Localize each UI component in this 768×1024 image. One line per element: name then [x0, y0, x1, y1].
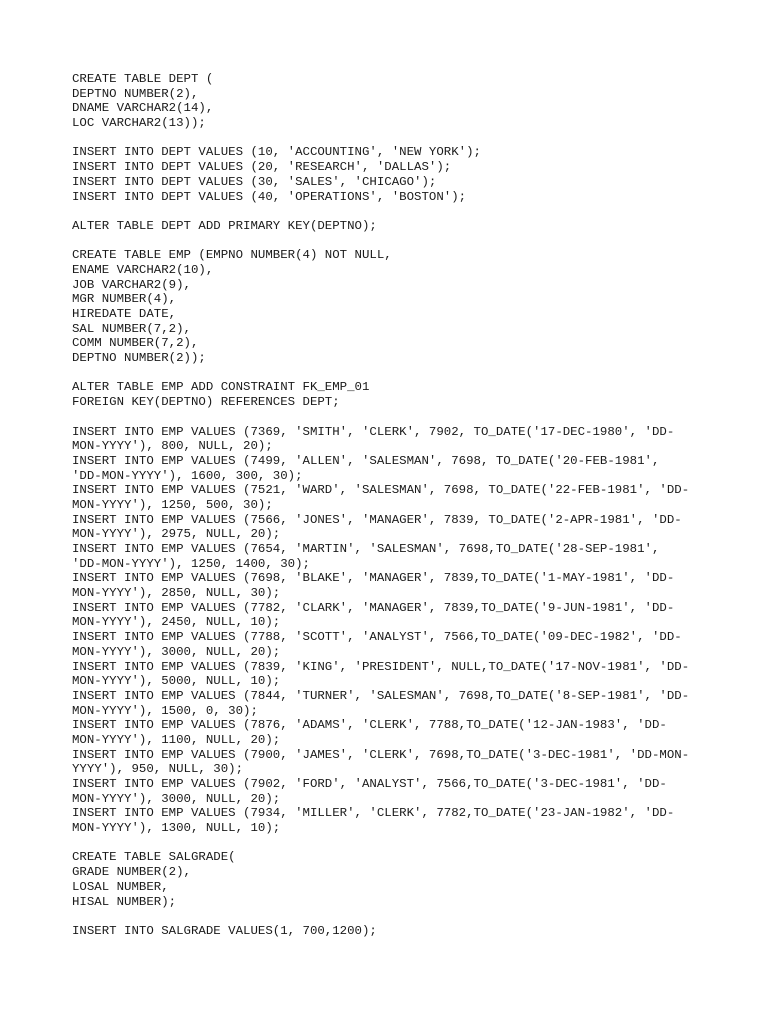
- code-line: INSERT INTO EMP VALUES (7934, 'MILLER', 'CLERK', 7782,TO_DATE('23-JAN-1982', 'DD-: [72, 806, 675, 821]
- code-line: JOB VARCHAR2(9),: [72, 277, 191, 292]
- code-line: INSERT INTO EMP VALUES (7876, 'ADAMS', 'CLERK', 7788,TO_DATE('12-JAN-1983', 'DD-: [72, 718, 667, 733]
- code-line: CREATE TABLE EMP (EMPNO NUMBER(4) NOT NULL,: [72, 248, 392, 263]
- code-line: INSERT INTO EMP VALUES (7521, 'WARD', 'SALESMAN', 7698, TO_DATE('22-FEB-1981', 'DD-: [72, 483, 690, 498]
- blank-line: [72, 410, 752, 425]
- code-line: ENAME VARCHAR2(10),: [72, 262, 214, 277]
- code-line: MON-YYYY'), 2850, NULL, 30);: [72, 586, 281, 601]
- code-line: DEPTNO NUMBER(2));: [72, 351, 206, 366]
- code-line: FOREIGN KEY(DEPTNO) REFERENCES DEPT;: [72, 395, 340, 410]
- code-line: LOSAL NUMBER,: [72, 879, 169, 894]
- code-line: MON-YYYY'), 2975, NULL, 20);: [72, 527, 281, 542]
- code-line: MON-YYYY'), 1300, NULL, 10);: [72, 821, 281, 836]
- blank-line: [72, 836, 752, 851]
- code-line: INSERT INTO EMP VALUES (7844, 'TURNER', 'SALESMAN', 7698,TO_DATE('8-SEP-1981', 'DD-: [72, 688, 690, 703]
- code-line: YYYY'), 950, NULL, 30);: [72, 762, 244, 777]
- blank-line: [72, 909, 752, 924]
- code-line: DNAME VARCHAR2(14),: [72, 101, 214, 116]
- blank-line: [72, 131, 752, 146]
- code-line: HIREDATE DATE,: [72, 307, 177, 321]
- code-line: INSERT INTO EMP VALUES (7499, 'ALLEN', 'SALESMAN', 7698, TO_DATE('20-FEB-1981',: [72, 453, 660, 468]
- code-line: MON-YYYY'), 1500, 0, 30);: [72, 703, 258, 718]
- code-line: INSERT INTO EMP VALUES (7902, 'FORD', 'ANALYST', 7566,TO_DATE('3-DEC-1981', 'DD-: [72, 777, 667, 791]
- code-line: MON-YYYY'), 800, NULL, 20);: [72, 439, 273, 454]
- code-line: COMM NUMBER(7,2),: [72, 336, 199, 351]
- code-line: INSERT INTO EMP VALUES (7900, 'JAMES', 'CLERK', 7698,TO_DATE('3-DEC-1981', 'DD-MON-: [72, 747, 690, 762]
- code-line: DEPTNO NUMBER(2),: [72, 86, 199, 101]
- blank-line: [72, 234, 752, 249]
- code-line: SAL NUMBER(7,2),: [72, 321, 191, 336]
- code-line: MON-YYYY'), 3000, NULL, 20);: [72, 791, 281, 806]
- code-line: HISAL NUMBER);: [72, 894, 177, 909]
- code-line: INSERT INTO EMP VALUES (7788, 'SCOTT', 'ANALYST', 7566,TO_DATE('09-DEC-1982', 'DD-: [72, 630, 682, 645]
- code-line: MON-YYYY'), 1250, 500, 30);: [72, 497, 273, 512]
- code-line: MON-YYYY'), 2450, NULL, 10);: [72, 615, 281, 630]
- code-line: LOC VARCHAR2(13));: [72, 116, 206, 131]
- blank-line: [72, 366, 752, 381]
- code-line: INSERT INTO EMP VALUES (7654, 'MARTIN', 'SALESMAN', 7698,TO_DATE('28-SEP-1981',: [72, 542, 660, 556]
- code-line: INSERT INTO DEPT VALUES (30, 'SALES', 'CHICAGO');: [72, 174, 437, 189]
- code-line: INSERT INTO SALGRADE VALUES(1, 700,1200);: [72, 923, 377, 938]
- blank-line: [72, 204, 752, 219]
- code-line: INSERT INTO DEPT VALUES (40, 'OPERATIONS', 'BOSTON');: [72, 189, 467, 204]
- code-line: ALTER TABLE DEPT ADD PRIMARY KEY(DEPTNO);: [72, 218, 377, 233]
- code-line: CREATE TABLE SALGRADE(: [72, 850, 236, 865]
- code-line: ALTER TABLE EMP ADD CONSTRAINT FK_EMP_01: [72, 380, 370, 395]
- code-line: INSERT INTO DEPT VALUES (20, 'RESEARCH', 'DALLAS');: [72, 160, 452, 175]
- code-line: INSERT INTO EMP VALUES (7566, 'JONES', 'MANAGER', 7839, TO_DATE('2-APR-1981', 'DD-: [72, 512, 682, 527]
- code-line: GRADE NUMBER(2),: [72, 865, 191, 880]
- code-line: MON-YYYY'), 5000, NULL, 10);: [72, 674, 281, 689]
- code-line: INSERT INTO DEPT VALUES (10, 'ACCOUNTING', 'NEW YORK');: [72, 145, 481, 160]
- code-line: 'DD-MON-YYYY'), 1250, 1400, 30);: [72, 556, 310, 571]
- code-line: INSERT INTO EMP VALUES (7698, 'BLAKE', 'MANAGER', 7839,TO_DATE('1-MAY-1981', 'DD-: [72, 571, 675, 586]
- code-line: CREATE TABLE DEPT (: [72, 72, 214, 86]
- code-line: MGR NUMBER(4),: [72, 292, 177, 307]
- code-line: MON-YYYY'), 1100, NULL, 20);: [72, 732, 281, 747]
- code-line: INSERT INTO EMP VALUES (7782, 'CLARK', 'MANAGER', 7839,TO_DATE('9-JUN-1981', 'DD-: [72, 600, 675, 615]
- code-line: INSERT INTO EMP VALUES (7369, 'SMITH', 'CLERK', 7902, TO_DATE('17-DEC-1980', 'DD-: [72, 424, 675, 439]
- code-line: MON-YYYY'), 3000, NULL, 20);: [72, 644, 281, 659]
- sql-code-block: [72, 72, 752, 939]
- code-line: 'DD-MON-YYYY'), 1600, 300, 30);: [72, 468, 303, 483]
- code-line: INSERT INTO EMP VALUES (7839, 'KING', 'PRESIDENT', NULL,TO_DATE('17-NOV-1981', 'DD-: [72, 659, 690, 674]
